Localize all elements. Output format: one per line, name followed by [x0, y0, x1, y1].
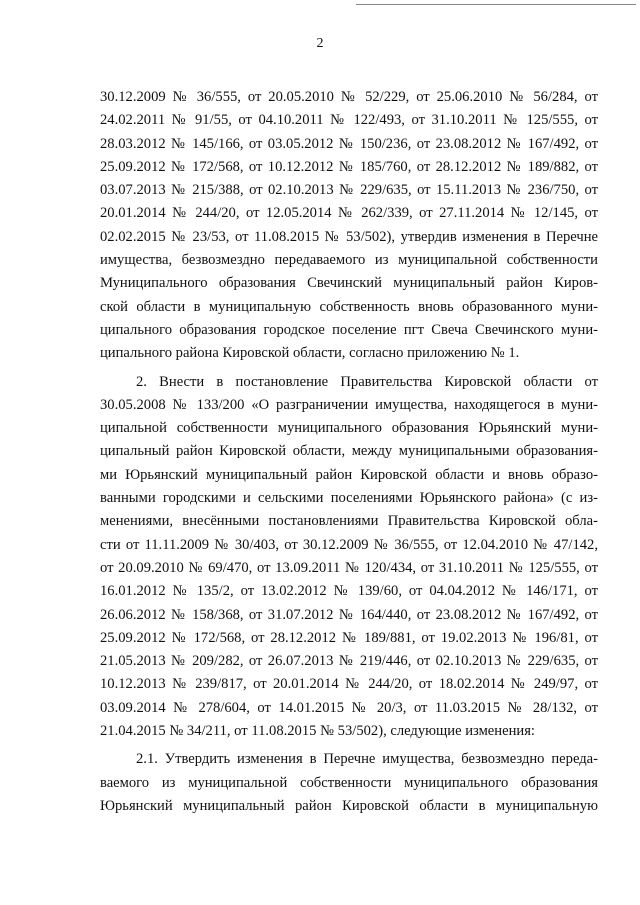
- text-line: имущества, безвозмездно передаваемого из муниципальной собственности: [100, 252, 598, 269]
- text-line: ципальной собственности муниципального образования Юрьянский муни-: [100, 420, 598, 437]
- text-line: 30.12.2009 № 36/555, от 20.05.2010 № 52/229, от 25.06.2010 № 56/284, от: [100, 89, 598, 105]
- text-line: 28.03.2012 № 145/166, от 03.05.2012 № 150/236, от 23.08.2012 № 167/492, от: [100, 135, 598, 152]
- text-line: ваемого из муниципальной собственности муниципального образования: [100, 774, 598, 791]
- text-line: 03.09.2014 № 278/604, от 14.01.2015 № 20/3, от 11.03.2015 № 28/132, от: [100, 699, 598, 716]
- text-line: 21.04.2015 № 34/211, от 11.08.2015 № 53/502), следующие изменения:: [100, 723, 535, 740]
- text-line: 24.02.2011 № 91/55, от 04.10.2011 № 122/493, от 31.10.2011 № 125/555, от: [100, 112, 598, 129]
- text-line: 2. Внести в постановление Правительства Кировской области от: [136, 373, 598, 390]
- text-line: от 20.09.2010 № 69/470, от 13.09.2011 № 120/434, от 31.10.2011 № 125/555, от: [100, 559, 598, 576]
- text-line: ципального района Кировской области, согласно приложению № 1.: [100, 345, 520, 362]
- text-line: 26.06.2012 № 158/368, от 31.07.2012 № 164/440, от 23.08.2012 № 167/492, от: [100, 606, 598, 623]
- text-line: 21.05.2013 № 209/282, от 26.07.2013 № 219/446, от 02.10.2013 № 229/635, от: [100, 653, 598, 670]
- text-line: ской области в муниципальную собственность вновь образованного муни-: [100, 298, 598, 315]
- text-line: 25.09.2012 № 172/568, от 10.12.2012 № 185/760, от 28.12.2012 № 189/882, от: [100, 158, 598, 175]
- paragraph-1: [100, 86, 598, 366]
- text-line: Юрьянский муниципальный район Кировской области в муниципальную: [100, 797, 598, 814]
- text-line: 2.1. Утвердить изменения в Перечне имущества, безвозмездно переда-: [136, 751, 598, 768]
- text-line: Муниципального образования Свечинский муниципальный район Киров-: [100, 275, 598, 292]
- text-line: ципальный район Кировской области, между муниципальными образования-: [100, 443, 598, 460]
- text-line: 25.09.2012 № 172/568, от 28.12.2012 № 189/881, от 19.02.2013 № 196/81, от: [100, 629, 598, 646]
- text-line: ми Юрьянский муниципальный район Кировской области и вновь образо-: [100, 466, 598, 483]
- text-line: ципального образования городское поселение пгт Свеча Свечинского муни-: [100, 321, 598, 338]
- text-line: 30.05.2008 № 133/200 «О разграничении имущества, находящегося в муни-: [100, 396, 598, 413]
- paragraph-2-1: [100, 748, 598, 818]
- text-line: ванными городскими и сельскими поселениями Юрьянского района» (с из-: [100, 490, 598, 507]
- text-line: 16.01.2012 № 135/2, от 13.02.2012 № 139/60, от 04.04.2012 № 146/171, от: [100, 583, 598, 600]
- text-line: 10.12.2013 № 239/817, от 20.01.2014 № 244/20, от 18.02.2014 № 249/97, от: [100, 676, 598, 693]
- text-line: 20.01.2014 № 244/20, от 12.05.2014 № 262/339, от 27.11.2014 № 12/145, от: [100, 205, 598, 222]
- document-body: [100, 86, 598, 818]
- text-line: 03.07.2013 № 215/388, от 02.10.2013 № 229/635, от 15.11.2013 № 236/750, от: [100, 182, 598, 199]
- text-line: сти от 11.11.2009 № 30/403, от 30.12.2009 № 36/555, от 12.04.2010 № 47/142,: [100, 536, 598, 553]
- top-rule: [356, 4, 636, 5]
- text-line: 02.02.2015 № 23/53, от 11.08.2015 № 53/502), утвердив изменения в Перечне: [100, 228, 598, 245]
- page-number: 2: [316, 36, 324, 51]
- paragraph-2: [100, 371, 598, 744]
- text-line: менениями, внесёнными постановлениями Правительства Кировской обла-: [100, 513, 598, 530]
